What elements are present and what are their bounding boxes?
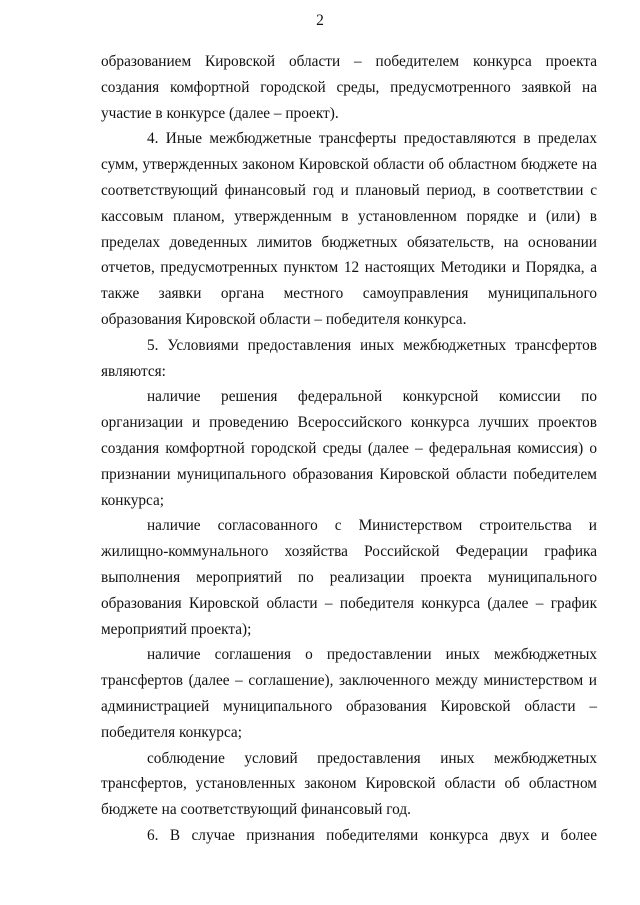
paragraph-item-6: 6. В случае признания победителями конкурса двух и более <box>147 826 597 844</box>
page-number: 2 <box>316 12 324 29</box>
paragraph-item-5: 5. Условиями предоставления иных межбюджетных трансфертов являются: <box>101 336 597 380</box>
paragraph-condition-3: наличие соглашения о предоставлении иных межбюджетных трансфертов (далее – соглашение), заключенного между министерством и администрацией муниципального образования Кировской области – победителя конкурса; <box>101 646 597 741</box>
document-body <box>101 49 597 849</box>
paragraph-item-4: 4. Иные межбюджетные трансферты предоставляются в пределах сумм, утвержденных законом Кировской области об областном бюджете на соответствующий финансовый год и плановый период, в соответствии с кассовым планом, утвержденным в установленном порядке и (или) в пределах доведенных лимитов бюджетных обязательств, на основании отчетов, предусмотренных пунктом 12 настоящих Методики и Порядка, а также заявки органа местного самоуправления муниципального образования Кировской области – победителя конкурса. <box>101 130 597 328</box>
paragraph-condition-4: соблюдение условий предоставления иных межбюджетных трансфертов, установленных законом Кировской области об областном бюджете на соответствующий финансовый год. <box>101 749 597 819</box>
paragraph-condition-1: наличие решения федеральной конкурсной комиссии по организации и проведению Всероссийского конкурса лучших проектов создания комфортной городской среды (далее – федеральная комиссия) о признании муниципального образования Кировской области победителем конкурса; <box>101 388 597 509</box>
paragraph-continuation: образованием Кировской области – победителем конкурса проекта создания комфортной городской среды, предусмотренного заявкой на участие в конкурсе (далее – проект). <box>101 53 597 122</box>
paragraph-condition-2: наличие согласованного с Министерством строительства и жилищно-коммунального хозяйства Российской Федерации графика выполнения мероприятий по реализации проекта муниципального образования Кировской области – победителя конкурса (далее – график мероприятий проекта); <box>101 517 597 638</box>
